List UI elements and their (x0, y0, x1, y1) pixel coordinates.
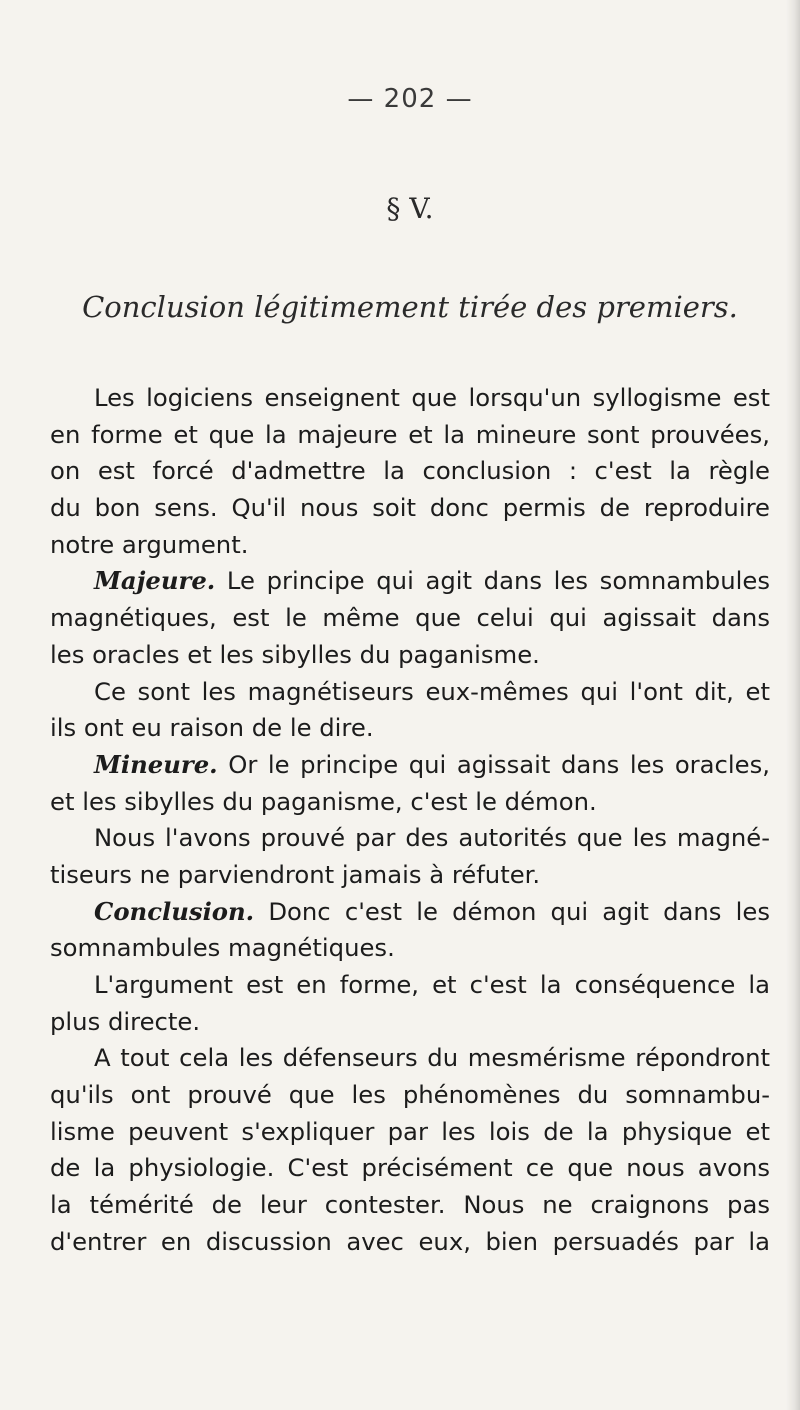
text-line: Ce sont les magnétiseurs eux-mêmes qui l'ont dit, et (94, 676, 770, 706)
text-line: Les logiciens enseignent que lorsqu'un syllogisme est (94, 383, 770, 412)
term-majeure: Majeure. (94, 566, 216, 596)
text-line: tiseurs ne parviendront jamais à réfuter. (50, 859, 541, 889)
text-line: de la physiologie. C'est précisément ce que nous avons (50, 1153, 770, 1183)
text-line: Mineure. Or le principe qui agissait dans les oracles, (94, 749, 770, 779)
term-conclusion: Conclusion. (94, 896, 255, 926)
text-line: Majeure. Le principe qui agit dans les somnambules (94, 566, 770, 596)
text-line: magnétiques, est le même que celui qui agissait dans (50, 603, 770, 633)
text-line: et les sibylles du paganisme, c'est le démon. (50, 786, 597, 816)
text-line: en forme et que la majeure et la mineure sont prouvées, (50, 419, 770, 449)
text-line: somnambules magnétiques. (50, 933, 395, 963)
text-line: L'argument est en forme, et c'est la conséquence la (94, 970, 770, 999)
body-text (50, 380, 770, 1261)
text-line: A tout cela les défenseurs du mesmérisme répondront (94, 1043, 770, 1073)
text-line: du bon sens. Qu'il nous soit donc permis de reproduire (50, 493, 770, 523)
text-line: qu'ils ont prouvé que les phénomènes du somnambu- (50, 1080, 770, 1110)
page-number: — 202 — (347, 84, 473, 114)
section-mark: § V. (386, 192, 434, 225)
text-line: les oracles et les sibylles du paganisme. (50, 639, 540, 669)
text-line: notre argument. (50, 529, 249, 559)
text-line: Conclusion. Donc c'est le démon qui agit dans les (94, 896, 770, 926)
text-line: Nous l'avons prouvé par des autorités que les magné- (94, 823, 770, 853)
text-line: on est forcé d'admettre la conclusion : c'est la règle (50, 456, 770, 486)
text-line: la témérité de leur contester. Nous ne craignons pas (50, 1190, 770, 1220)
text-line: plus directe. (50, 1006, 201, 1036)
text-line: ils ont eu raison de le dire. (50, 713, 374, 743)
section-title: Conclusion légitimement tirée des premiers. (82, 290, 738, 324)
text-line: lisme peuvent s'expliquer par les lois de la physique et (50, 1116, 770, 1146)
term-mineure: Mineure. (94, 749, 218, 779)
text-line: d'entrer en discussion avec eux, bien persuadés par la (50, 1226, 770, 1256)
